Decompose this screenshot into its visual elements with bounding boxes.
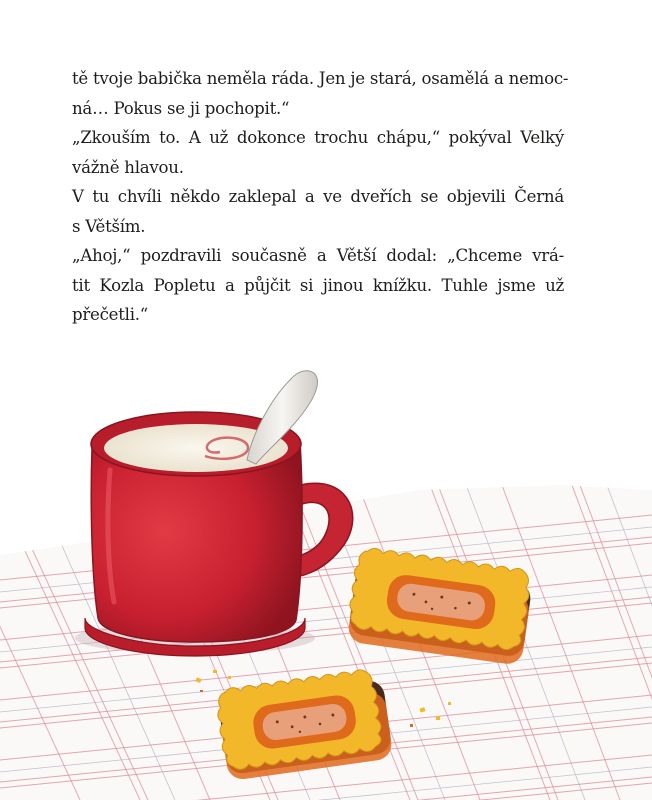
story-line-9: přečetli.“ [72, 305, 149, 324]
story-line-5: V tu chvíli někdo zaklepal a ve dveřích se objevili Černá [72, 187, 564, 206]
story-text [72, 64, 569, 330]
story-line-8: tit Kozla Popletu a půjčit si jinou knížku. Tuhle jsme už [72, 275, 564, 295]
story-line-4: vážně hlavou. [72, 157, 184, 177]
story-line-6: s Větším. [72, 216, 146, 236]
story-line-7: „Ahoj,“ pozdravili současně a Větší dodal: „Chceme vrá- [72, 246, 564, 265]
illustration [0, 340, 652, 800]
mug [85, 412, 305, 656]
story-line-1: tě tvoje babička neměla ráda. Jen je stará, osamělá a nemoc- [72, 69, 569, 88]
story-line-3: „Zkouším to. A už dokonce trochu chápu,“ pokýval Velký [72, 128, 564, 147]
story-line-2: ná… Pokus se ji pochopit.“ [72, 98, 290, 118]
